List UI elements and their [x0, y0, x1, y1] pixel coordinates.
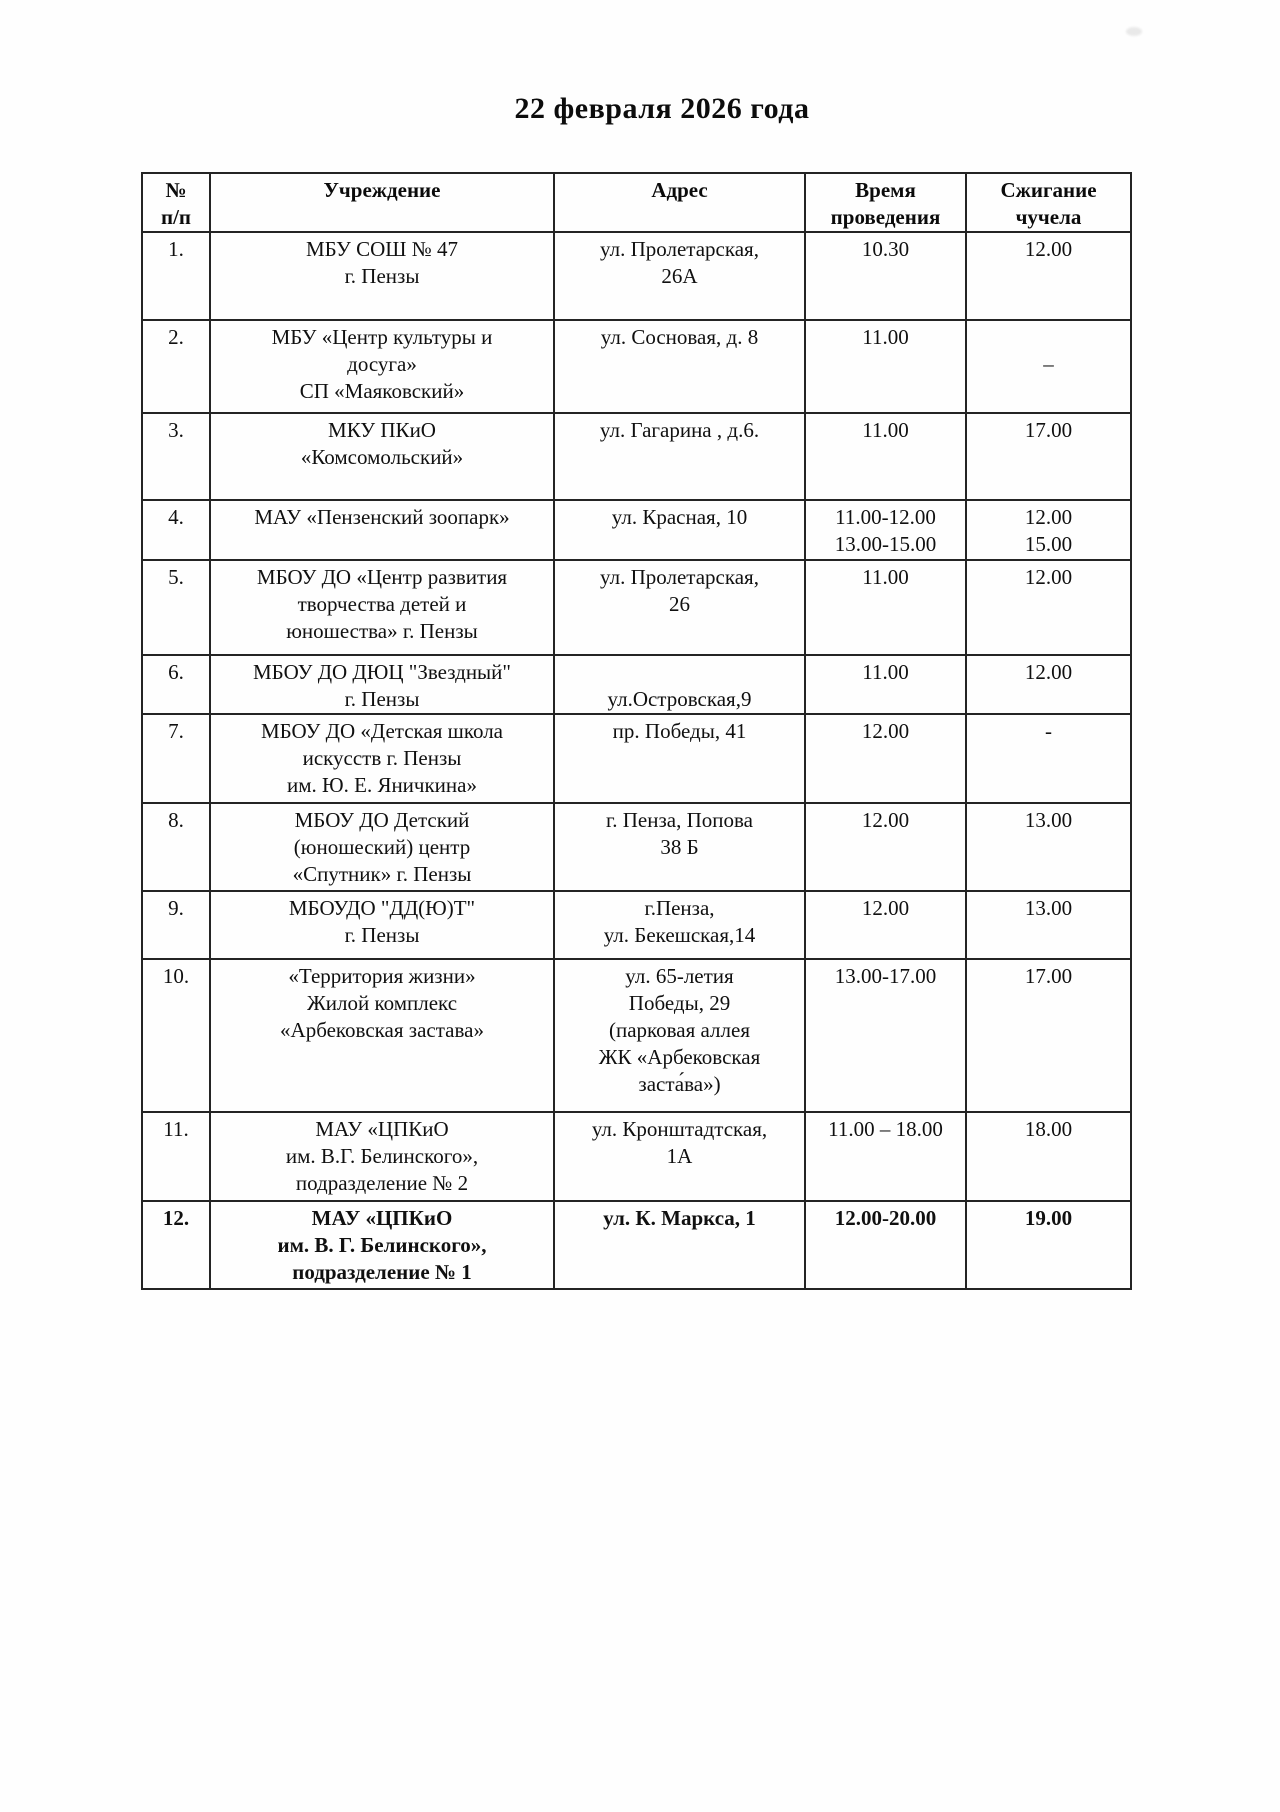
row-number-cell	[142, 714, 210, 803]
burn-cell	[966, 1112, 1131, 1201]
institution-line: МБОУ ДО «Детская школа	[260, 719, 504, 743]
institution-cell	[210, 655, 554, 714]
time-line: 12.00-20.00	[834, 1206, 937, 1230]
table-row	[142, 803, 1131, 891]
burn-line	[969, 324, 1128, 351]
time-line: 12.00	[861, 896, 910, 920]
burn-line: 19.00	[1024, 1206, 1073, 1230]
address-line: заста́ва»)	[638, 1072, 721, 1096]
time-line: 11.00 – 18.00	[828, 1117, 943, 1141]
header-num-line: п/п	[160, 205, 192, 229]
burn-cell	[966, 320, 1131, 413]
row-number-cell	[142, 413, 210, 500]
address-cell	[554, 714, 805, 803]
address-cell	[554, 1201, 805, 1289]
burn-line: –	[1043, 352, 1054, 376]
address-line: ул. Пролетарская,	[600, 237, 759, 261]
institution-line: подразделение № 1	[292, 1260, 472, 1284]
address-cell	[554, 500, 805, 560]
header-institution-line: Учреждение	[323, 178, 441, 202]
institution-line: «Спутник» г. Пензы	[292, 862, 472, 886]
address-line: ул. Гагарина , д.6.	[599, 418, 760, 442]
address-line: 1А	[666, 1144, 693, 1168]
time-cell	[805, 959, 966, 1112]
address-line: пр. Победы, 41	[612, 719, 747, 743]
address-cell	[554, 959, 805, 1112]
time-cell	[805, 560, 966, 655]
address-cell	[554, 413, 805, 500]
burn-cell	[966, 500, 1131, 560]
row-number: 7.	[168, 719, 184, 743]
institution-line: (юношеский) центр	[293, 835, 471, 859]
institution-line: досуга»	[347, 352, 417, 376]
institution-line: МБУ СОШ № 47	[305, 237, 458, 261]
row-number: 5.	[168, 565, 184, 589]
address-cell	[554, 803, 805, 891]
burn-line: 12.00	[1024, 505, 1073, 529]
institution-line: «Арбековская застава»	[280, 1018, 484, 1042]
burn-line: 12.00	[1024, 237, 1073, 261]
row-number: 8.	[168, 808, 184, 832]
address-line: Победы, 29	[628, 991, 731, 1015]
institution-cell	[210, 1112, 554, 1201]
address-line: 38 Б	[660, 835, 699, 859]
burn-cell	[966, 232, 1131, 320]
document-title: 22 февраля 2026 года	[514, 92, 810, 125]
row-number-cell	[142, 803, 210, 891]
table-row	[142, 320, 1131, 413]
table-row	[142, 655, 1131, 714]
table-row	[142, 959, 1131, 1112]
institution-line: творчества детей и	[297, 592, 467, 616]
row-number: 4.	[168, 505, 184, 529]
address-line: ул. Красная, 10	[611, 505, 748, 529]
institution-cell	[210, 413, 554, 500]
institution-cell	[210, 714, 554, 803]
institution-line: им. Ю. Е. Яничкина»	[287, 773, 477, 797]
institution-line: «Комсомольский»	[300, 445, 464, 469]
institution-line: юношества» г. Пензы	[286, 619, 478, 643]
burn-cell	[966, 803, 1131, 891]
institution-line: им. В. Г. Белинского»,	[277, 1233, 487, 1257]
institution-line: им. В.Г. Белинского»,	[285, 1144, 479, 1168]
address-cell	[554, 1112, 805, 1201]
time-cell	[805, 320, 966, 413]
time-line: 11.00	[862, 660, 909, 684]
address-line: 26	[669, 592, 690, 616]
scan-artifact	[1126, 27, 1142, 36]
table-row	[142, 714, 1131, 803]
institution-cell	[210, 500, 554, 560]
row-number-cell	[142, 320, 210, 413]
header-burn-line: чучела	[1015, 205, 1082, 229]
institution-line: г. Пензы	[344, 687, 420, 711]
time-line: 13.00-15.00	[834, 532, 937, 556]
address-line: ул. Кронштадтская,	[591, 1117, 768, 1141]
burn-cell	[966, 891, 1131, 959]
time-cell	[805, 232, 966, 320]
institution-line: СП «Маяковский»	[299, 379, 465, 403]
row-number-cell	[142, 1201, 210, 1289]
table-row	[142, 500, 1131, 560]
institution-line: МБУ «Центр культуры и	[271, 325, 493, 349]
burn-cell	[966, 1201, 1131, 1289]
burn-line: 17.00	[1024, 418, 1073, 442]
header-institution	[210, 173, 554, 232]
time-cell	[805, 891, 966, 959]
table-row	[142, 891, 1131, 959]
row-number: 11.	[163, 1117, 189, 1141]
institution-line: подразделение № 2	[295, 1171, 469, 1195]
address-line: ул. К. Маркса, 1	[603, 1206, 756, 1230]
burn-line: 12.00	[1024, 565, 1073, 589]
burn-line: -	[1045, 719, 1052, 743]
time-cell	[805, 1112, 966, 1201]
row-number: 2.	[168, 325, 184, 349]
burn-line: 13.00	[1024, 808, 1073, 832]
time-cell	[805, 655, 966, 714]
row-number-cell	[142, 232, 210, 320]
burn-line: 13.00	[1024, 896, 1073, 920]
address-line: ул. Сосновая, д. 8	[600, 325, 759, 349]
time-cell	[805, 714, 966, 803]
institution-line: искусств г. Пензы	[302, 746, 462, 770]
burn-cell	[966, 714, 1131, 803]
header-address-line: Адрес	[651, 178, 708, 202]
schedule-table	[141, 172, 1132, 1290]
burn-line: 17.00	[1024, 964, 1073, 988]
burn-line: 15.00	[1024, 532, 1073, 556]
row-number: 3.	[168, 418, 184, 442]
institution-line: МБОУ ДО «Центр развития	[256, 565, 508, 589]
institution-line: МКУ ПКиО	[328, 418, 436, 442]
institution-line: «Территория жизни»	[288, 964, 476, 988]
row-number-cell	[142, 891, 210, 959]
address-line: 26А	[661, 264, 698, 288]
row-number: 1.	[168, 237, 184, 261]
burn-line: 12.00	[1024, 660, 1073, 684]
institution-line: г. Пензы	[344, 264, 420, 288]
address-cell	[554, 891, 805, 959]
address-line: (парковая аллея	[608, 1018, 750, 1042]
time-cell	[805, 500, 966, 560]
row-number-cell	[142, 959, 210, 1112]
header-num-line: №	[165, 178, 187, 202]
burn-cell	[966, 959, 1131, 1112]
table-row	[142, 413, 1131, 500]
institution-cell	[210, 1201, 554, 1289]
institution-line: МАУ «ЦПКиО	[315, 1117, 449, 1141]
address-line: г.Пенза,	[644, 896, 715, 920]
table-row	[142, 1201, 1131, 1289]
institution-cell	[210, 232, 554, 320]
row-number: 6.	[168, 660, 184, 684]
time-line: 11.00	[862, 325, 909, 349]
burn-cell	[966, 655, 1131, 714]
row-number: 12.	[162, 1206, 190, 1230]
address-cell	[554, 320, 805, 413]
header-row	[142, 173, 1131, 232]
institution-cell	[210, 320, 554, 413]
address-line: ЖК «Арбековская	[598, 1045, 761, 1069]
address-line: ул. Бекешская,14	[603, 923, 756, 947]
header-burn	[966, 173, 1131, 232]
time-line: 12.00	[861, 808, 910, 832]
address-line	[557, 659, 802, 686]
header-address	[554, 173, 805, 232]
address-cell	[554, 560, 805, 655]
row-number: 9.	[168, 896, 184, 920]
header-num	[142, 173, 210, 232]
institution-line: Жилой комплекс	[306, 991, 458, 1015]
time-cell	[805, 803, 966, 891]
address-line: ул. Пролетарская,	[600, 565, 759, 589]
header-burn-line: Сжигание	[1000, 178, 1097, 202]
address-cell	[554, 655, 805, 714]
time-cell	[805, 1201, 966, 1289]
header-time-line: Время	[855, 178, 916, 202]
institution-line: г. Пензы	[344, 923, 420, 947]
time-cell	[805, 413, 966, 500]
address-line: ул. 65-летия	[625, 964, 734, 988]
institution-cell	[210, 560, 554, 655]
institution-line: МАУ «ЦПКиО	[311, 1206, 453, 1230]
address-line: г. Пенза, Попова	[606, 808, 753, 832]
time-line: 11.00	[862, 565, 909, 589]
table-row	[142, 560, 1131, 655]
institution-line: МБОУ ДО Детский	[294, 808, 470, 832]
header-time	[805, 173, 966, 232]
table-row	[142, 1112, 1131, 1201]
institution-line: МБОУДО "ДД(Ю)Т"	[288, 896, 476, 920]
institution-line: МБОУ ДО ДЮЦ "Звездный"	[253, 660, 511, 684]
row-number-cell	[142, 560, 210, 655]
row-number-cell	[142, 500, 210, 560]
time-line: 13.00-17.00	[834, 964, 937, 988]
header-time-line: проведения	[830, 205, 941, 229]
burn-cell	[966, 560, 1131, 655]
row-number: 10.	[162, 964, 190, 988]
institution-cell	[210, 803, 554, 891]
table-row	[142, 232, 1131, 320]
burn-cell	[966, 413, 1131, 500]
time-line: 11.00	[862, 418, 909, 442]
row-number-cell	[142, 655, 210, 714]
burn-line: 18.00	[1024, 1117, 1073, 1141]
time-line: 12.00	[861, 719, 910, 743]
institution-line: МАУ «Пензенский зоопарк»	[254, 505, 510, 529]
address-line: ул.Островская,9	[607, 687, 752, 711]
time-line: 11.00-12.00	[835, 505, 936, 529]
address-cell	[554, 232, 805, 320]
time-line: 10.30	[861, 237, 910, 261]
schedule-table-container	[141, 172, 1132, 1290]
row-number-cell	[142, 1112, 210, 1201]
institution-cell	[210, 959, 554, 1112]
institution-cell	[210, 891, 554, 959]
